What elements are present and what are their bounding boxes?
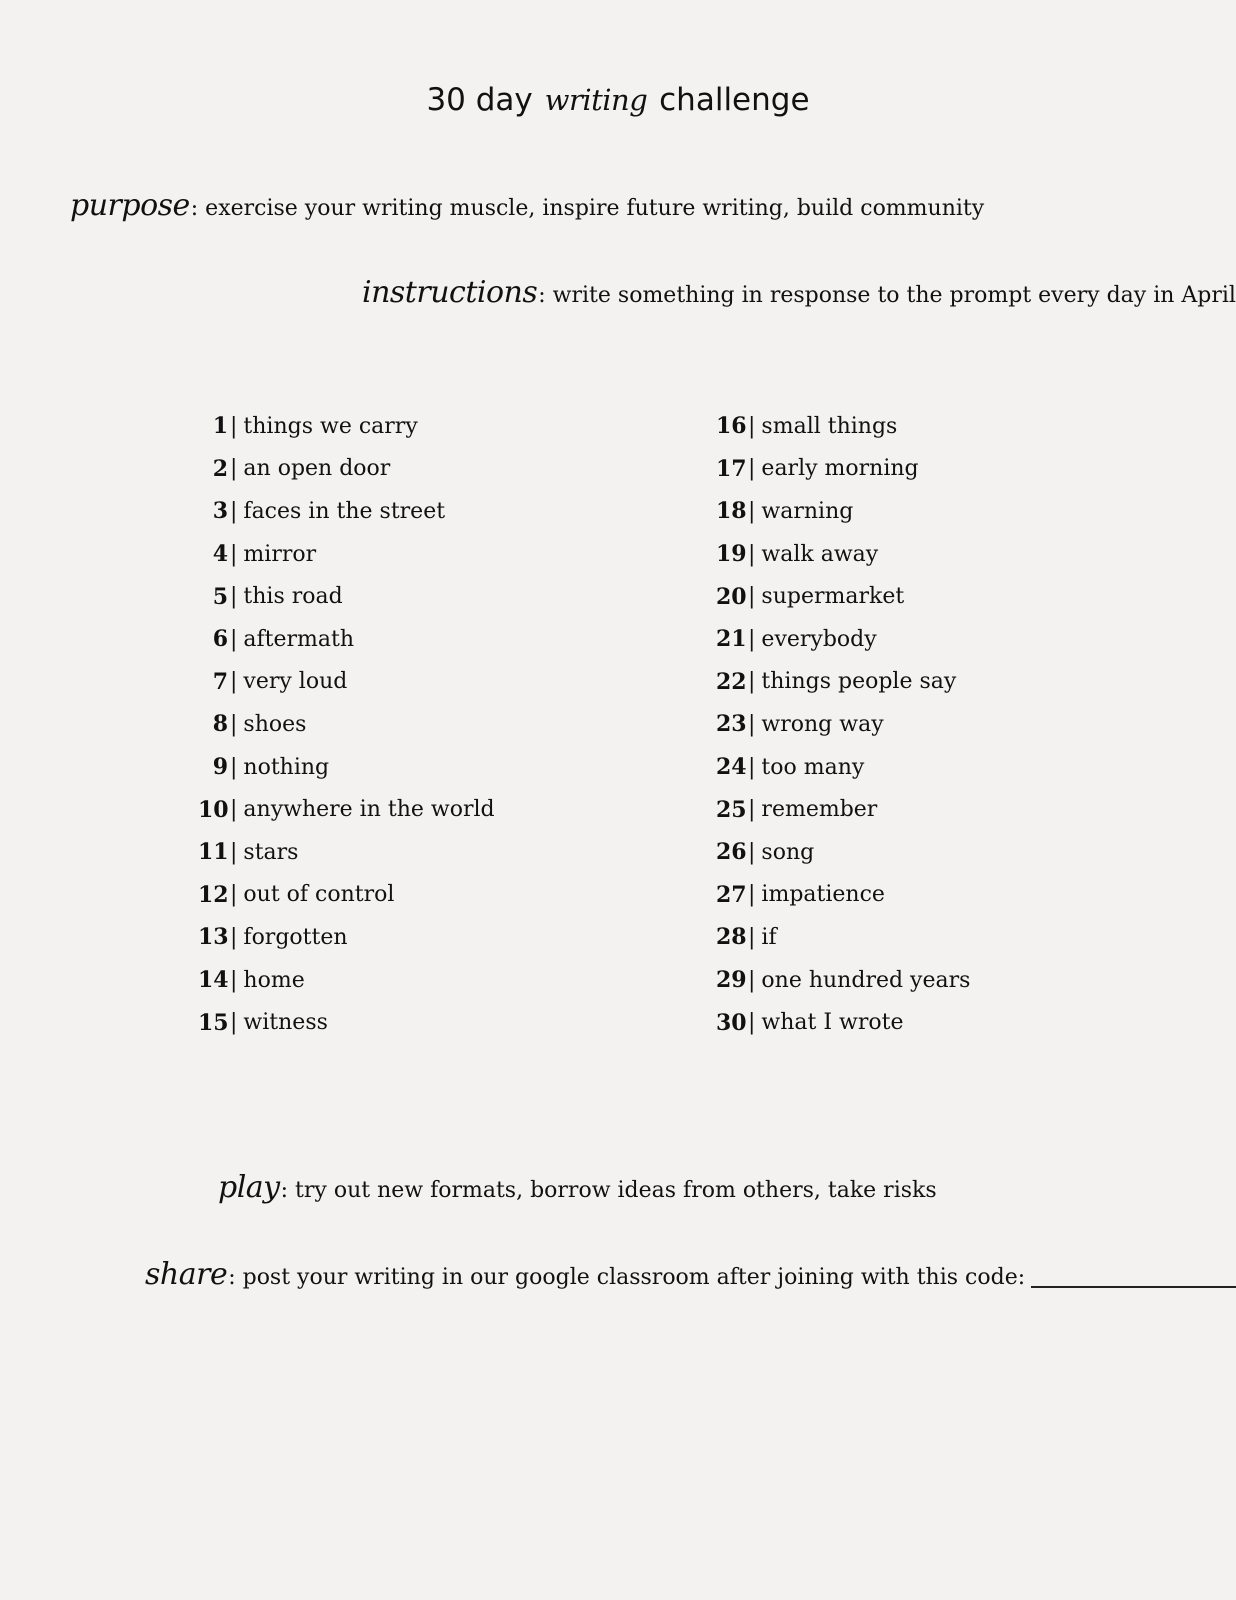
- prompt-item: [198, 916, 495, 959]
- prompt-separator: |: [748, 839, 756, 865]
- prompt-item: [716, 405, 970, 448]
- prompt-text: mirror: [243, 541, 317, 567]
- prompt-number: 28: [716, 924, 747, 951]
- prompt-separator: |: [230, 924, 238, 950]
- prompt-item: [198, 959, 495, 1002]
- prompt-number: 5: [212, 583, 228, 610]
- prompt-number: 8: [212, 711, 228, 738]
- share-text: : post your writing in our google classroom after joining with this code:: [228, 1265, 1026, 1290]
- prompt-item: [716, 661, 970, 704]
- share-line: [145, 1257, 1236, 1292]
- title-prefix: 30 day: [426, 82, 533, 118]
- prompt-separator: |: [230, 754, 238, 780]
- prompt-separator: |: [230, 413, 238, 439]
- prompt-number: 23: [716, 711, 747, 738]
- prompt-number: 18: [716, 498, 747, 525]
- prompt-item: [716, 959, 970, 1002]
- prompt-separator: |: [748, 882, 756, 908]
- prompt-text: home: [243, 967, 305, 993]
- play-text: : try out new formats, borrow ideas from others, take risks: [280, 1178, 937, 1203]
- prompt-number: 4: [212, 541, 228, 568]
- prompt-item: [198, 490, 495, 533]
- prompt-item: [198, 575, 495, 618]
- prompt-separator: |: [230, 882, 238, 908]
- prompt-number: 1: [212, 413, 228, 440]
- instructions-label: instructions: [362, 275, 538, 310]
- prompt-number: 15: [198, 1009, 229, 1036]
- prompt-item: [198, 448, 495, 491]
- prompt-number: 7: [212, 668, 228, 695]
- share-label: share: [145, 1257, 228, 1292]
- prompt-item: [716, 448, 970, 491]
- prompt-number: 11: [198, 839, 229, 866]
- prompt-number: 29: [716, 967, 747, 994]
- prompt-number: 12: [198, 881, 229, 908]
- prompt-separator: |: [230, 839, 238, 865]
- prompt-separator: |: [748, 626, 756, 652]
- prompt-item: [198, 533, 495, 576]
- prompt-number: 16: [716, 413, 747, 440]
- prompt-text: small things: [761, 413, 898, 439]
- title-suffix: challenge: [659, 82, 810, 118]
- prompt-item: [198, 746, 495, 789]
- prompt-separator: |: [230, 797, 238, 823]
- prompt-separator: |: [230, 1010, 238, 1036]
- prompt-number: 20: [716, 583, 747, 610]
- prompt-number: 14: [198, 967, 229, 994]
- prompt-number: 6: [212, 626, 228, 653]
- prompt-number: 17: [716, 455, 747, 482]
- prompt-text: everybody: [761, 626, 877, 652]
- prompt-item: [716, 618, 970, 661]
- prompt-item: [198, 1001, 495, 1044]
- purpose-label: purpose: [70, 188, 190, 223]
- prompt-item: [198, 661, 495, 704]
- prompt-item: [716, 788, 970, 831]
- prompt-item: [716, 703, 970, 746]
- prompt-text: things people say: [761, 669, 957, 695]
- prompt-item: [198, 788, 495, 831]
- prompt-text: an open door: [243, 456, 391, 482]
- prompt-number: 26: [716, 839, 747, 866]
- prompt-separator: |: [230, 541, 238, 567]
- prompt-item: [716, 874, 970, 917]
- play-label: play: [218, 1170, 280, 1205]
- prompt-number: 25: [716, 796, 747, 823]
- prompt-number: 30: [716, 1009, 747, 1036]
- prompt-text: nothing: [243, 754, 330, 780]
- prompt-separator: |: [748, 711, 756, 737]
- prompt-text: song: [761, 839, 815, 865]
- prompt-separator: |: [230, 711, 238, 737]
- prompt-item: [198, 874, 495, 917]
- play-line: [218, 1170, 937, 1205]
- prompt-separator: |: [230, 967, 238, 993]
- purpose-line: [70, 188, 984, 223]
- prompt-text: supermarket: [761, 584, 905, 610]
- prompt-text: what I wrote: [761, 1010, 904, 1036]
- prompt-text: shoes: [243, 711, 307, 737]
- prompt-item: [198, 618, 495, 661]
- prompt-number: 9: [212, 754, 228, 781]
- prompt-number: 3: [212, 498, 228, 525]
- prompt-number: 27: [716, 881, 747, 908]
- prompt-text: wrong way: [761, 711, 884, 737]
- prompt-text: out of control: [243, 882, 395, 908]
- prompt-text: impatience: [761, 882, 885, 908]
- prompt-item: [198, 405, 495, 448]
- prompt-item: [198, 703, 495, 746]
- prompt-list-right: [716, 405, 970, 1044]
- prompt-separator: |: [748, 413, 756, 439]
- instructions-line: [362, 275, 1236, 310]
- prompt-item: [716, 575, 970, 618]
- prompt-number: 2: [212, 455, 228, 482]
- prompt-separator: |: [748, 754, 756, 780]
- prompt-text: very loud: [243, 669, 348, 695]
- prompt-separator: |: [748, 498, 756, 524]
- prompt-text: walk away: [761, 541, 879, 567]
- instructions-text: : write something in response to the prompt every day in April: [538, 283, 1236, 308]
- prompt-number: 19: [716, 541, 747, 568]
- prompt-separator: |: [230, 498, 238, 524]
- prompt-text: one hundred years: [761, 967, 971, 993]
- prompt-separator: |: [748, 797, 756, 823]
- prompt-item: [716, 746, 970, 789]
- class-code-blank[interactable]: [1031, 1286, 1236, 1288]
- prompt-item: [716, 831, 970, 874]
- prompt-separator: |: [748, 584, 756, 610]
- prompt-text: forgotten: [243, 924, 348, 950]
- prompt-separator: |: [230, 456, 238, 482]
- prompt-item: [716, 490, 970, 533]
- prompt-item: [716, 1001, 970, 1044]
- prompt-text: too many: [761, 754, 865, 780]
- purpose-text: : exercise your writing muscle, inspire future writing, build community: [190, 196, 985, 221]
- prompt-separator: |: [748, 456, 756, 482]
- prompt-text: things we carry: [243, 413, 418, 439]
- prompt-separator: |: [230, 626, 238, 652]
- prompt-separator: |: [230, 584, 238, 610]
- prompt-text: anywhere in the world: [243, 797, 495, 823]
- prompt-item: [198, 831, 495, 874]
- prompt-number: 22: [716, 668, 747, 695]
- prompt-number: 10: [198, 796, 229, 823]
- prompt-text: faces in the street: [243, 498, 446, 524]
- prompt-text: aftermath: [243, 626, 355, 652]
- prompt-text: remember: [761, 797, 878, 823]
- prompt-item: [716, 916, 970, 959]
- prompt-separator: |: [230, 669, 238, 695]
- prompt-number: 21: [716, 626, 747, 653]
- prompt-text: early morning: [761, 456, 919, 482]
- prompt-separator: |: [748, 924, 756, 950]
- prompt-text: stars: [243, 839, 299, 865]
- prompt-separator: |: [748, 669, 756, 695]
- prompt-text: witness: [243, 1010, 328, 1036]
- page-title: [0, 82, 1236, 118]
- prompt-text: warning: [761, 498, 854, 524]
- prompt-number: 13: [198, 924, 229, 951]
- title-script-word: writing: [544, 83, 648, 117]
- prompt-list-left: [198, 405, 495, 1044]
- prompt-text: if: [761, 924, 777, 950]
- prompt-separator: |: [748, 967, 756, 993]
- prompt-separator: |: [748, 1010, 756, 1036]
- prompt-separator: |: [748, 541, 756, 567]
- prompt-item: [716, 533, 970, 576]
- prompt-text: this road: [243, 584, 343, 610]
- prompt-number: 24: [716, 754, 747, 781]
